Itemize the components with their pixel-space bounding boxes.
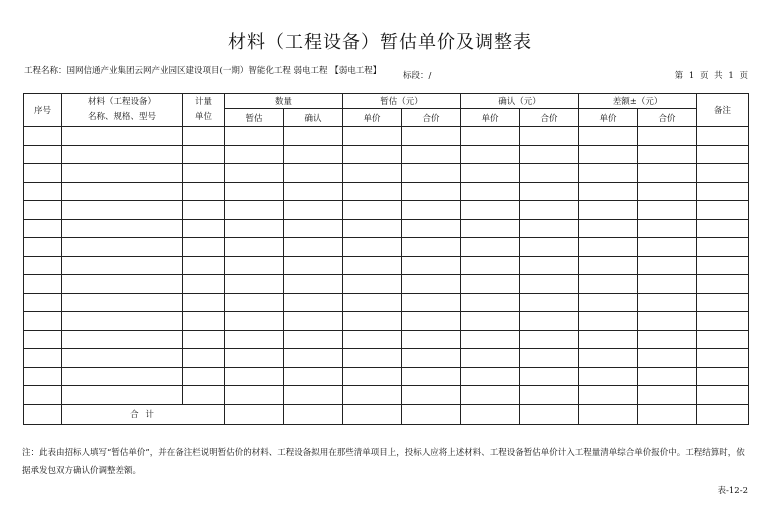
table-cell [697,275,749,294]
table-cell [697,238,749,257]
table-cell [520,256,579,275]
table-row [24,330,749,349]
table-cell [343,201,402,220]
table-cell [461,182,520,201]
table-cell [62,164,183,183]
table-cell [225,330,284,349]
table-cell [343,127,402,146]
table-cell [697,164,749,183]
header-prov-total: 合价 [402,109,461,127]
header-diff-unit-price: 单价 [579,109,638,127]
header-material-line2: 名称、规格、型号 [87,112,156,122]
section-label: 标段：/ [403,71,432,81]
table-cell [183,349,225,368]
table-cell [402,349,461,368]
total-seq-cell [24,404,62,424]
table-cell [343,219,402,238]
table-cell [225,238,284,257]
table-cell [579,275,638,294]
table-cell [402,367,461,386]
table-cell [461,201,520,220]
table-cell [225,256,284,275]
table-cell [579,164,638,183]
table-cell [284,256,343,275]
table-cell [579,238,638,257]
header-material [62,94,183,127]
table-cell [343,145,402,164]
table-cell [225,182,284,201]
table-cell [461,367,520,386]
table-cell [62,349,183,368]
table-cell [520,330,579,349]
table-row [24,145,749,164]
table-cell [402,293,461,312]
table-cell [697,312,749,331]
table-cell [183,386,225,405]
table-body [24,127,749,405]
table-cell [638,367,697,386]
header-prov-unit-price: 单价 [343,109,402,127]
table-cell [183,127,225,146]
table-cell [183,275,225,294]
table-row [24,275,749,294]
header-conf-unit-price: 单价 [461,109,520,127]
table-cell [461,275,520,294]
table-cell [638,182,697,201]
header-quantity: 数量 [225,94,343,109]
table-row [24,312,749,331]
table-cell [24,145,62,164]
table-cell [343,256,402,275]
table-cell [62,201,183,220]
table-cell [343,238,402,257]
table-cell [284,127,343,146]
table-row [24,182,749,201]
table-cell [62,330,183,349]
header-unit [183,94,225,127]
total-cell [520,404,579,424]
table-cell [183,145,225,164]
table-cell [24,219,62,238]
table-cell [24,386,62,405]
table-cell [402,312,461,331]
table-cell [24,127,62,146]
table-cell [62,127,183,146]
total-cell [284,404,343,424]
table-row [24,219,749,238]
table-row [24,367,749,386]
table-cell [225,201,284,220]
table-cell [284,386,343,405]
table-cell [343,386,402,405]
header-difference: 差额±（元） [579,94,697,109]
table-cell [284,238,343,257]
table-cell [343,312,402,331]
table-cell [638,164,697,183]
table-cell [520,386,579,405]
table-cell [62,256,183,275]
header-conf-total: 合价 [520,109,579,127]
table-row [24,238,749,257]
table-cell [24,238,62,257]
table-cell [24,367,62,386]
table-cell [579,145,638,164]
table-cell [520,349,579,368]
table-cell [24,275,62,294]
table-cell [638,275,697,294]
table-cell [343,293,402,312]
total-cell [402,404,461,424]
table-cell [343,182,402,201]
table-cell [284,275,343,294]
table-cell [520,201,579,220]
table-cell [520,127,579,146]
table-cell [183,367,225,386]
table-cell [461,256,520,275]
table-cell [183,182,225,201]
table-cell [697,367,749,386]
table-cell [638,330,697,349]
table-cell [579,312,638,331]
header-confirmed: 确认（元） [461,94,579,109]
table-cell [62,219,183,238]
table-row [24,293,749,312]
table-cell [343,330,402,349]
table-cell [402,330,461,349]
table-cell [520,182,579,201]
table-cell [461,127,520,146]
table-cell [638,293,697,312]
table-cell [579,256,638,275]
table-cell [638,201,697,220]
table-cell [638,386,697,405]
table-cell [579,219,638,238]
table-cell [520,219,579,238]
table-cell [520,367,579,386]
table-cell [697,349,749,368]
table-cell [461,164,520,183]
table-cell [638,349,697,368]
total-cell [697,404,749,424]
table-cell [697,219,749,238]
table-cell [402,386,461,405]
table-cell [697,182,749,201]
page-info: 第 1 页 共 1 页 [674,71,748,81]
table-cell [284,182,343,201]
table-cell [402,219,461,238]
header-material-line1: 材料（工程设备） [87,97,156,107]
table-cell [183,238,225,257]
table-cell [24,293,62,312]
table-cell [461,238,520,257]
table-cell [225,349,284,368]
table-cell [520,312,579,331]
table-cell [697,386,749,405]
table-cell [579,349,638,368]
table-cell [24,201,62,220]
footnote: 注：此表由招标人填写“暂估单价”，并在备注栏说明暂估价的材料、工程设备拟用在那些清单项目上，投标人应将上述材料、工程设备暂估单价计入工程量清单综合单价报价中。工程结算时，依据承发包双方确认价调整差额。 [22,448,745,476]
table-cell [697,330,749,349]
table-cell [579,182,638,201]
table-cell [697,145,749,164]
table-cell [225,293,284,312]
table-cell [697,256,749,275]
header-qty-provisional: 暂估 [225,109,284,127]
table-cell [461,312,520,331]
table-cell [461,219,520,238]
table-cell [520,275,579,294]
table-cell [284,312,343,331]
table-cell [183,293,225,312]
table-cell [62,145,183,164]
estimate-table [23,93,749,425]
table-cell [225,367,284,386]
table-cell [579,201,638,220]
table-cell [343,349,402,368]
table-cell [225,164,284,183]
table-cell [284,145,343,164]
table-cell [284,367,343,386]
table-cell [62,238,183,257]
project-name: 工程名称：国网信通产业集团云网产业园区建设项目(一期）智能化工程 弱电工程 【弱电工程】 [24,66,382,76]
table-cell [697,127,749,146]
header-provisional: 暂估（元） [343,94,461,109]
table-cell [183,201,225,220]
table-cell [284,201,343,220]
table-cell [62,312,183,331]
table-cell [62,182,183,201]
header-seq: 序号 [24,94,62,127]
table-cell [402,201,461,220]
table-cell [461,145,520,164]
table-cell [62,293,183,312]
total-row [24,404,749,424]
table-cell [225,219,284,238]
table-cell [24,256,62,275]
table-cell [343,164,402,183]
header-unit-line1: 计量 [194,97,212,107]
total-label: 合 计 [62,404,225,424]
table-cell [225,275,284,294]
header-unit-line2: 单位 [194,112,212,122]
table-cell [183,312,225,331]
table-cell [579,127,638,146]
table-cell [697,201,749,220]
table-cell [638,219,697,238]
table-cell [461,349,520,368]
header-qty-confirmed: 确认 [284,109,343,127]
table-cell [225,312,284,331]
table-cell [284,164,343,183]
form-number: 表-12-2 [717,486,748,496]
table-cell [62,275,183,294]
table-cell [579,367,638,386]
table-cell [461,386,520,405]
table-cell [402,145,461,164]
table-cell [638,256,697,275]
table-cell [520,293,579,312]
table-row [24,127,749,146]
table-cell [579,386,638,405]
table-cell [402,238,461,257]
table-cell [24,182,62,201]
table-cell [638,238,697,257]
header-diff-total: 合价 [638,109,697,127]
table-row [24,164,749,183]
table-cell [284,349,343,368]
table-cell [24,349,62,368]
table-cell [62,386,183,405]
table-row [24,349,749,368]
table-cell [402,275,461,294]
table-cell [24,164,62,183]
table-cell [461,330,520,349]
table-cell [579,330,638,349]
table-cell [183,330,225,349]
table-cell [402,182,461,201]
table-cell [24,312,62,331]
table-row [24,386,749,405]
table-cell [697,293,749,312]
total-cell [579,404,638,424]
table-cell [461,293,520,312]
table-cell [402,127,461,146]
total-cell [225,404,284,424]
total-cell [343,404,402,424]
table-cell [638,145,697,164]
table-cell [183,219,225,238]
table-cell [402,256,461,275]
table-cell [24,330,62,349]
table-row [24,256,749,275]
table-cell [225,127,284,146]
table-cell [343,275,402,294]
table-cell [225,386,284,405]
table-cell [284,293,343,312]
page-title: 材料（工程设备）暂估单价及调整表 [228,32,532,53]
table-cell [402,164,461,183]
table-cell [284,330,343,349]
table-cell [183,256,225,275]
total-cell [638,404,697,424]
table-cell [183,164,225,183]
table-cell [343,367,402,386]
table-cell [520,145,579,164]
table-cell [225,145,284,164]
total-cell [461,404,520,424]
header-remarks: 备注 [697,94,749,127]
table-cell [579,293,638,312]
table-cell [284,219,343,238]
table-row [24,201,749,220]
table-cell [62,367,183,386]
table-cell [520,238,579,257]
table-cell [638,312,697,331]
table-cell [520,164,579,183]
table-cell [638,127,697,146]
